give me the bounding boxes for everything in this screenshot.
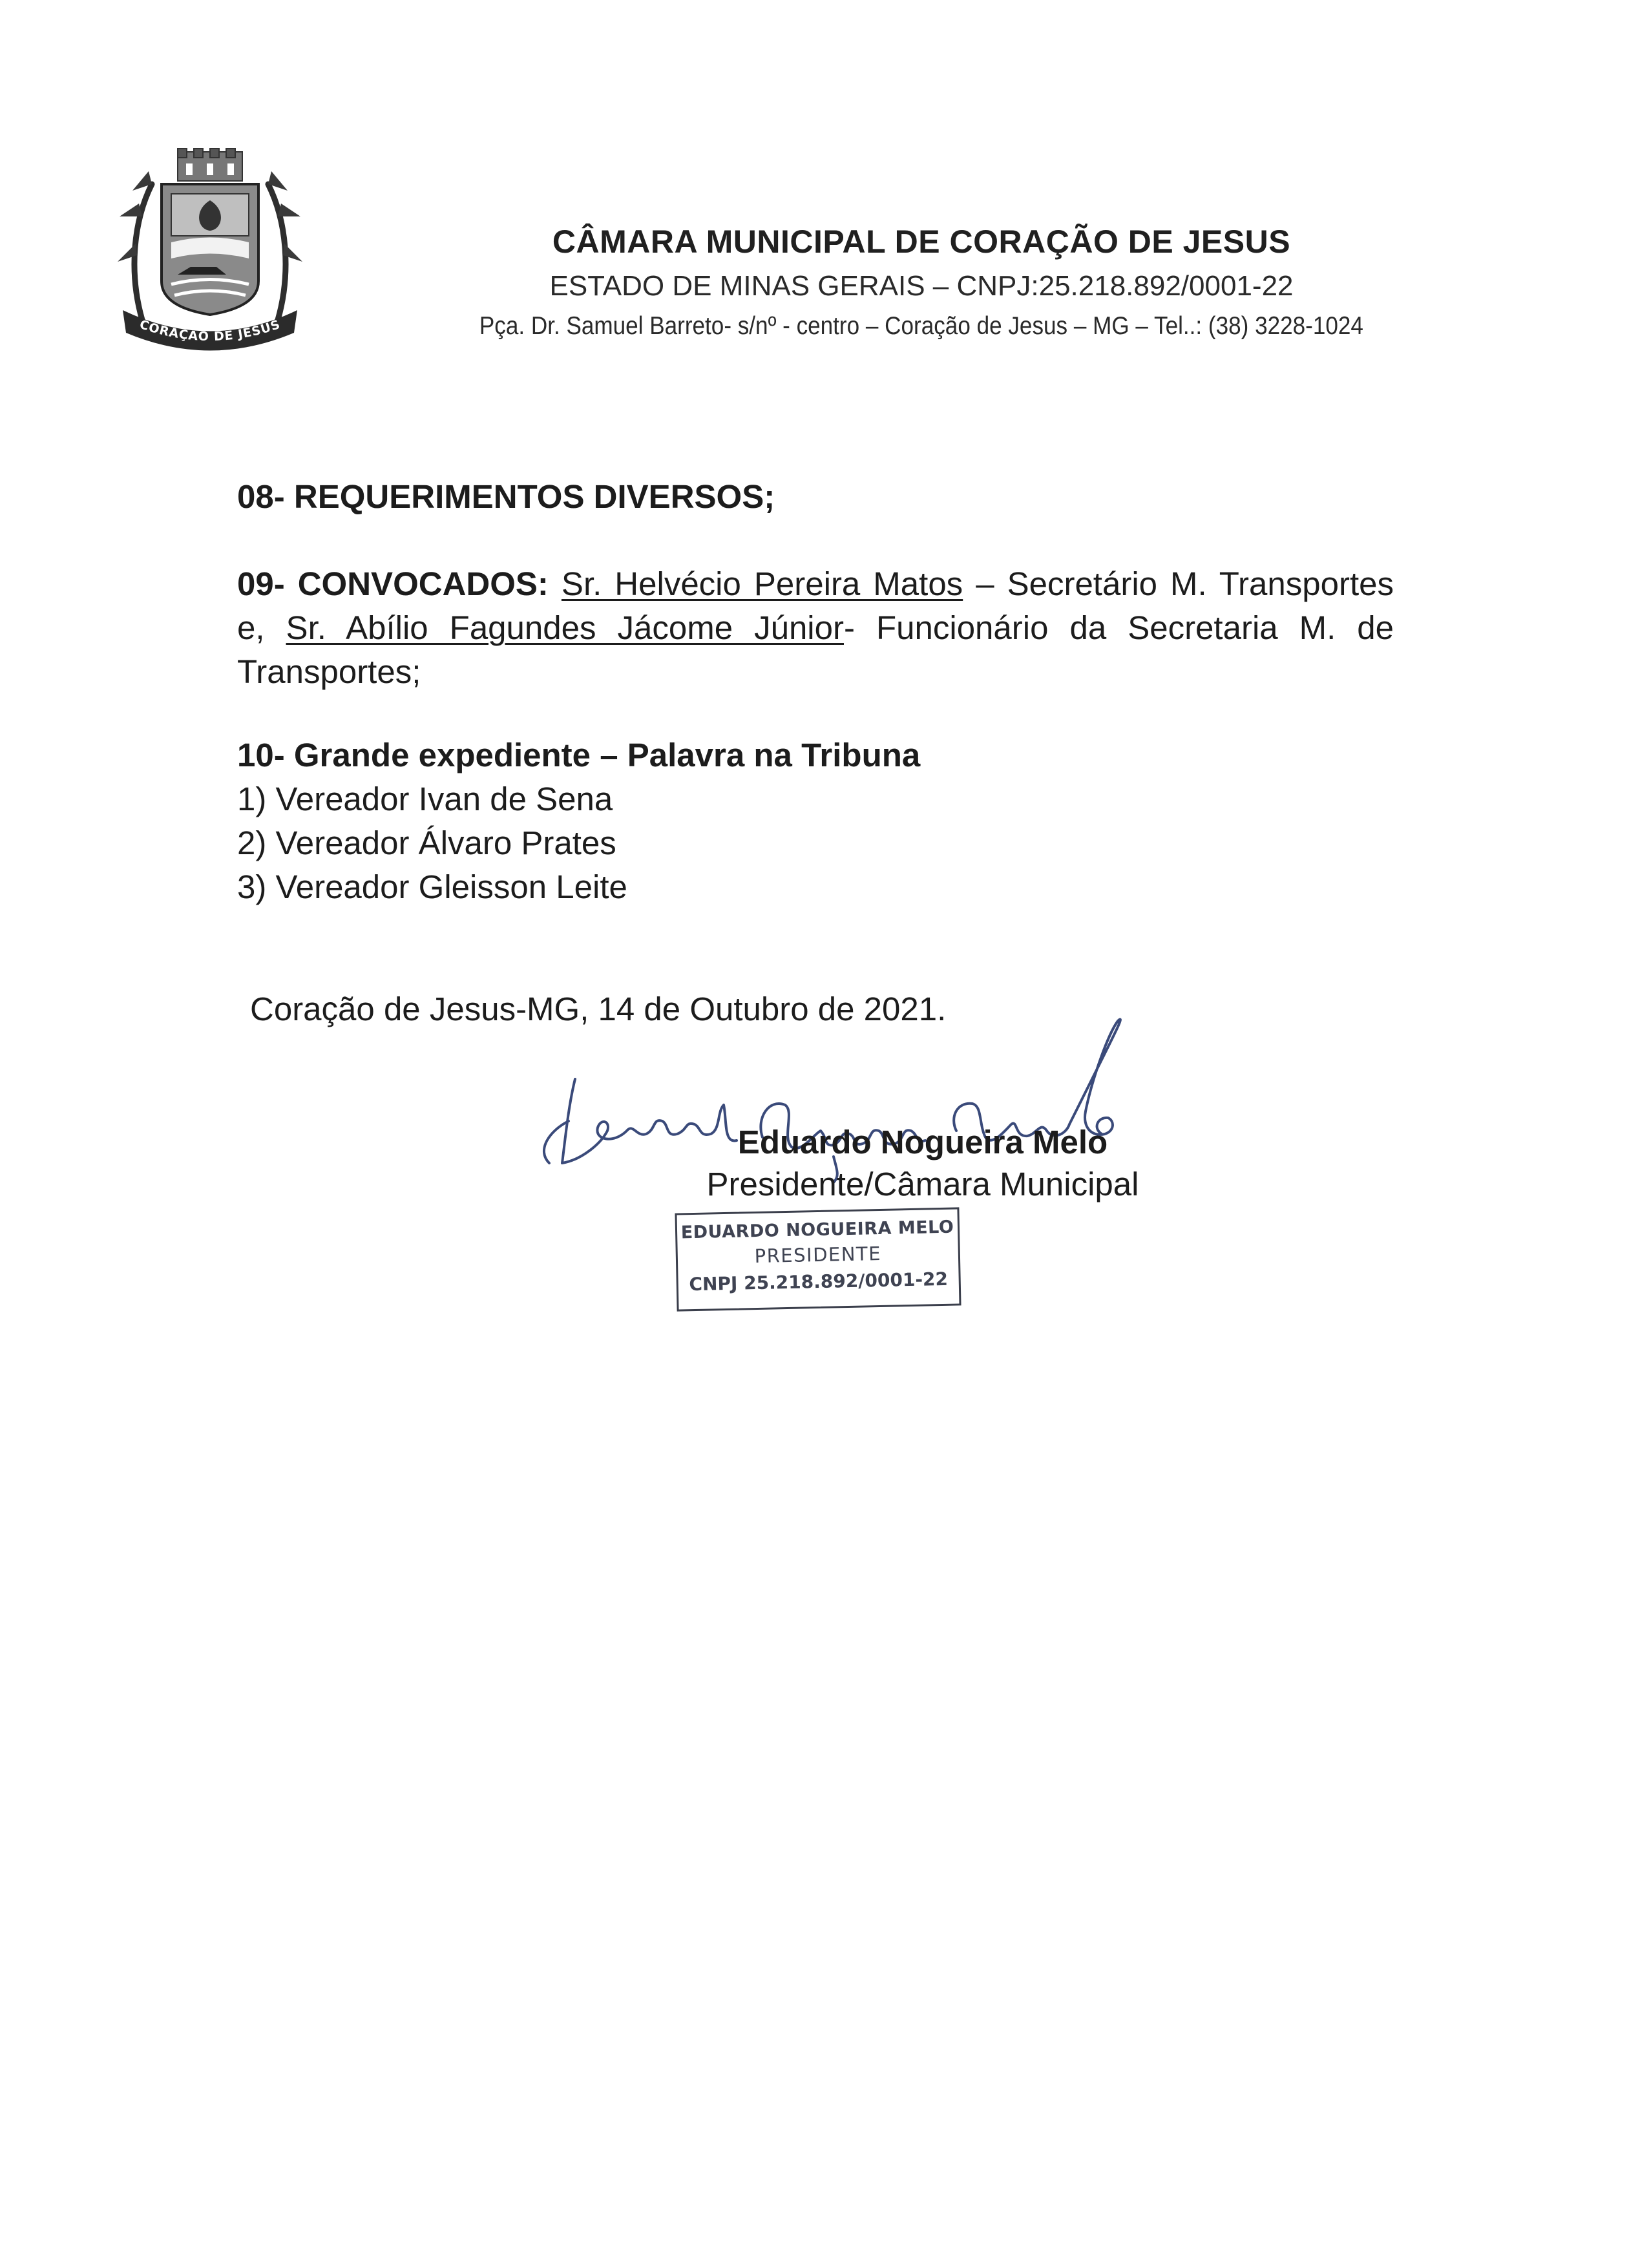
stamp-title: PRESIDENTE xyxy=(754,1242,882,1268)
signer-name: Eduardo Nogueira Melo xyxy=(737,1124,1108,1160)
official-stamp xyxy=(675,1207,961,1311)
address-line: Pça. Dr. Samuel Barreto- s/nº - centro – Coração de Jesus – MG – Tel..: (38) 3228-1024 xyxy=(479,312,1363,340)
speaker-list-item: 3) Vereador Gleisson Leite xyxy=(237,868,627,905)
agenda-item-09 xyxy=(237,562,1394,694)
coat-ribbon-text: CORAÇÃO DE JESUS xyxy=(138,317,282,344)
convoked-person-1: Sr. Helvécio Pereira Matos xyxy=(561,565,963,602)
item-09-label: 09- CONVOCADOS: xyxy=(237,565,549,602)
handwritten-signature xyxy=(530,1008,1163,1189)
date-line: Coração de Jesus-MG, 14 de Outubro de 2021. xyxy=(250,991,947,1027)
convoked-person-2: Sr. Abílio Fagundes Jácome Júnior xyxy=(286,609,844,646)
item-10-label: 10- Grande expediente – Palavra na Tribuna xyxy=(237,737,921,773)
agenda-item-08: 08- REQUERIMENTOS DIVERSOS; xyxy=(237,478,775,515)
convoked-role-1: – Secretário M. Transportes e, xyxy=(237,565,1394,646)
speaker-list-item: 2) Vereador Álvaro Prates xyxy=(237,824,616,861)
speaker-list-item: 1) Vereador Ivan de Sena xyxy=(237,781,613,817)
stamp-name: EDUARDO NOGUEIRA MELO xyxy=(680,1217,954,1243)
institution-title: CÂMARA MUNICIPAL DE CORAÇÃO DE JESUS xyxy=(552,224,1291,260)
agenda-item-10 xyxy=(237,733,1394,909)
state-cnpj-line: ESTADO DE MINAS GERAIS – CNPJ:25.218.892/0001-22 xyxy=(549,270,1294,302)
convoked-role-2: - Funcionário da Secretaria M. de Transportes; xyxy=(237,609,1394,690)
stamp-cnpj: CNPJ 25.218.892/0001-22 xyxy=(689,1268,949,1296)
signer-role: Presidente/Câmara Municipal xyxy=(706,1166,1139,1202)
